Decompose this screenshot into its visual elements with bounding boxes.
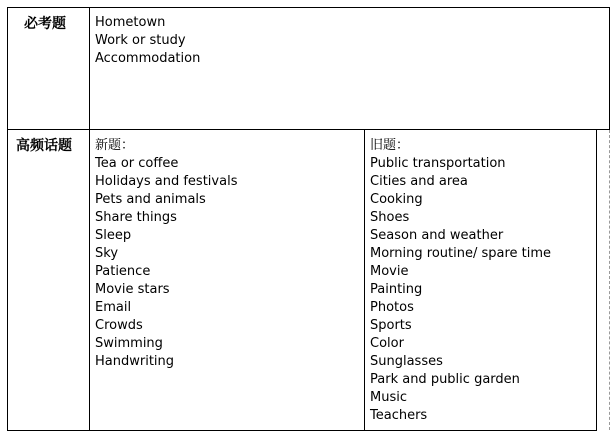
list-item: Work or study bbox=[95, 33, 186, 48]
list-item: Share things bbox=[95, 210, 177, 225]
table-bottom-border bbox=[7, 430, 596, 431]
list-item: Patience bbox=[95, 264, 151, 279]
label-column-divider bbox=[89, 7, 90, 431]
required-label: 必考题 bbox=[24, 16, 66, 32]
list-item: Park and public garden bbox=[370, 372, 520, 387]
table-left-border bbox=[7, 7, 8, 431]
required-list bbox=[95, 14, 200, 68]
list-item: Holidays and festivals bbox=[95, 174, 238, 189]
list-item: Painting bbox=[370, 282, 423, 297]
list-item: Teachers bbox=[370, 408, 428, 423]
list-item: Hometown bbox=[95, 15, 166, 30]
list-item: Email bbox=[95, 300, 132, 315]
list-item: Cooking bbox=[370, 192, 423, 207]
table-top-border bbox=[7, 7, 610, 8]
list-item: Tea or coffee bbox=[95, 156, 179, 171]
list-item: Handwriting bbox=[95, 354, 175, 369]
list-item: Movie stars bbox=[95, 282, 170, 297]
list-item: Accommodation bbox=[95, 51, 201, 66]
frequent-label: 高频话题 bbox=[16, 138, 72, 154]
list-item: Movie bbox=[370, 264, 409, 279]
list-item: Public transportation bbox=[370, 156, 506, 171]
list-item: Season and weather bbox=[370, 228, 504, 243]
list-item: Crowds bbox=[95, 318, 143, 333]
new-topics-heading: 新题： bbox=[95, 138, 135, 153]
right-border-top-row bbox=[609, 7, 610, 130]
new-old-column-divider bbox=[364, 129, 365, 431]
list-item: Pets and animals bbox=[95, 192, 206, 207]
list-item: Sleep bbox=[95, 228, 132, 243]
list-item: Sunglasses bbox=[370, 354, 443, 369]
old-topics-heading: 旧题： bbox=[370, 138, 410, 153]
list-item: Shoes bbox=[370, 210, 410, 225]
list-item: Morning routine/ spare time bbox=[370, 246, 552, 261]
list-item: Swimming bbox=[95, 336, 163, 351]
dashed-edge bbox=[609, 130, 610, 430]
list-item: Sky bbox=[95, 246, 119, 261]
list-item: Color bbox=[370, 336, 404, 351]
right-border-bottom-row bbox=[596, 129, 597, 431]
list-item: Photos bbox=[370, 300, 414, 315]
list-item: Music bbox=[370, 390, 407, 405]
list-item: Sports bbox=[370, 318, 412, 333]
old-topics-list bbox=[370, 137, 551, 425]
row-divider bbox=[7, 129, 610, 130]
new-topics-list bbox=[95, 137, 237, 371]
list-item: Cities and area bbox=[370, 174, 468, 189]
